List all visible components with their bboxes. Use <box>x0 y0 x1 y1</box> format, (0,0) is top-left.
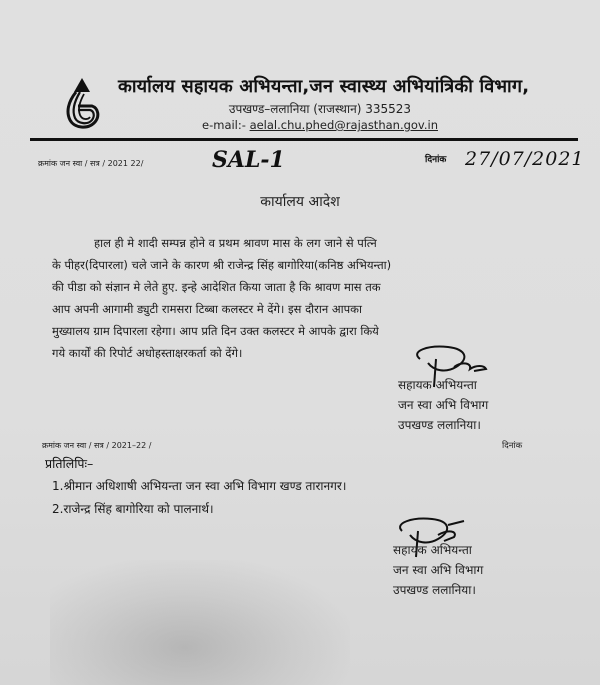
copy-to-item: 2.राजेन्द्र सिंह बागोरिया को पालनार्थ। <box>52 502 214 516</box>
signatory-department: जन स्वा अभि विभाग <box>398 398 489 412</box>
copy-to-list <box>52 475 346 521</box>
signatory-subdivision: उपखण्ड ललानिया। <box>393 583 476 597</box>
order-line: मुख्यालय ग्राम दिपारला रहेगा। आप प्रति दिन उक्त कलस्टर मे आपके द्वारा किये <box>52 324 379 338</box>
order-line: की पीडा को संज्ञान मे लेते हुए. इन्हे आदेशित किया जाता है कि श्रावण मास तक <box>52 280 381 294</box>
copy-reference-number: क्रमांक जन स्वा / सत्र / 2021–22 / <box>42 441 152 450</box>
signatory-designation: सहायक अभियन्ता <box>398 378 477 392</box>
copy-to-label: प्रतिलिपिः– <box>45 456 94 471</box>
date-handwritten: 27/07/2021 <box>465 148 585 170</box>
copy-to-item: 1.श्रीमान अधिशाषी अभियन्ता जन स्वा अभि विभाग खण्ड तारानगर। <box>52 479 347 493</box>
email-link[interactable]: aelal.chu.phed@rajasthan.gov.in <box>249 118 438 132</box>
order-line: गये कार्यों की रिपोर्ट अधोहस्ताक्षरकर्ता को देंगे। <box>52 346 243 360</box>
office-header-title: कार्यालय सहायक अभियन्ता,जन स्वास्थ्य अभियांत्रिकी विभाग, <box>118 76 530 97</box>
paper-shadow <box>50 560 350 685</box>
email-label: e-mail:- <box>202 118 250 132</box>
order-line: आप अपनी आगामी ड्युटी रामसरा टिब्बा कलस्टर मे देंगे। इस दौरान आपका <box>52 302 362 316</box>
signature-block-2 <box>393 540 483 600</box>
reference-number: क्रमांक जन स्वा / सत्र / 2021 22/ <box>38 159 144 168</box>
signature-block-1 <box>398 375 488 435</box>
office-email-line <box>0 118 600 132</box>
office-address: उपखण्ड–ललानिया (राजस्थान) 335523 <box>228 102 412 116</box>
copy-date-label: दिनांक <box>502 441 523 451</box>
order-line: हाल ही मे शादी सम्पन्न होने व प्रथम श्रावण मास के लग जाने से पत्नि <box>94 236 377 250</box>
signatory-designation: सहायक अभियन्ता <box>393 543 472 557</box>
reference-number-handwritten: SAL-1 <box>212 147 285 173</box>
signatory-subdivision: उपखण्ड ललानिया। <box>398 418 481 432</box>
header-divider <box>30 138 578 141</box>
order-line: के पीहर(दिपारला) चले जाने के कारण श्री राजेन्द्र सिंह बागोरिया(कनिष्ठ अभियन्ता) <box>52 258 392 272</box>
date-label: दिनांक <box>425 155 447 165</box>
signatory-department: जन स्वा अभि विभाग <box>393 563 484 577</box>
order-title: कार्यालय आदेश <box>260 194 340 210</box>
